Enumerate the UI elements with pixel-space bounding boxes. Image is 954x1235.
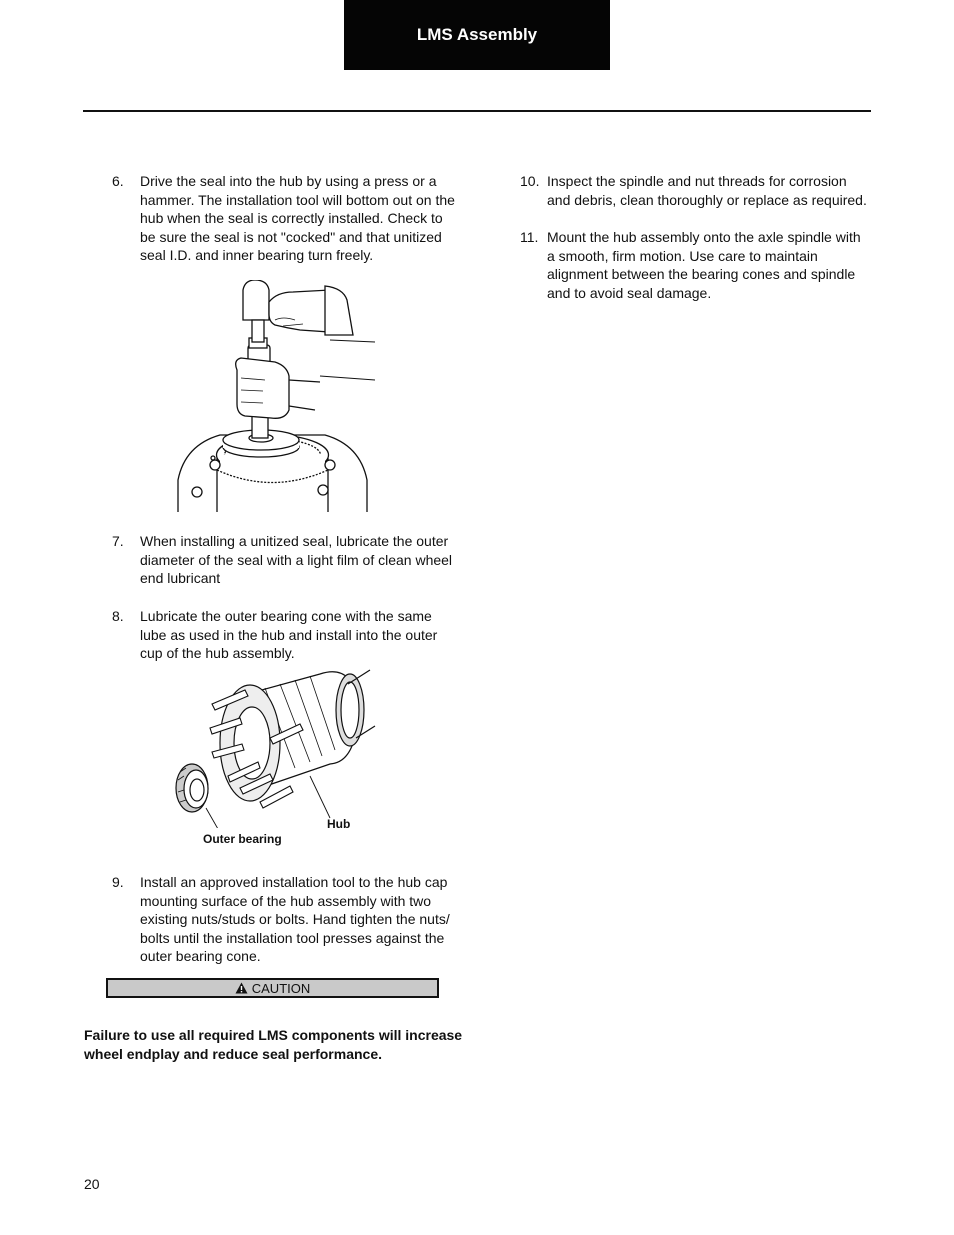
section-title: LMS Assembly [416,25,538,44]
caution-text: Failure to use all required LMS components will increase wheel endplay and reduce seal performance. [84,1027,463,1062]
caution-label: CAUTION [251,980,311,996]
step-text: Drive the seal into the hub by using a press or a hammer. The installation tool will bottom out on the hub when the seal is correctly installed. Check to be sure the seal is not "cocked" and that unitized seal I.D. and inner bearing turn freely. [140,173,455,264]
step-9 [112,873,462,968]
hub-outer-bearing-illustration [170,668,380,828]
step-10 [520,172,870,212]
step-text: Install an approved installation tool to the hub cap mounting surface of the hub assembly with two existing nuts/studs or bolts. Hand tighten the nuts/ bolts until the installation tool presses against the outer bearing cone. [140,874,450,965]
outer-bearing-label: Outer bearing [203,832,282,846]
step-text: When installing a unitized seal, lubricate the outer diameter of the seal with a light film of clean wheel end lubricant [140,533,453,587]
step-text: Mount the hub assembly onto the axle spindle with a smooth, firm motion. Use care to maintain alignment between the bearing cones and spindle and to avoid seal damage. [547,229,861,301]
header-tab [344,0,610,70]
step-number: 8. [112,608,124,624]
step-number: 7. [112,533,124,549]
step-7 [112,532,462,590]
warning-triangle-icon [235,982,248,994]
step-number: 9. [112,874,124,890]
step-6 [112,172,462,267]
step-text: Lubricate the outer bearing cone with the same lube as used in the hub and install into the outer cup of the hub assembly. [140,608,438,662]
step-number: 6. [112,173,124,189]
step-11 [520,228,870,304]
page-number: 20 [84,1176,100,1192]
header-rule [83,110,871,112]
hub-label: Hub [327,817,351,831]
step-number: 10. [520,173,540,189]
step-8 [112,607,462,665]
step-number: 11. [520,229,539,245]
caution-banner [106,978,439,998]
seal-install-illustration [175,280,380,512]
step-text: Inspect the spindle and nut threads for corrosion and debris, clean thoroughly or replace as required. [547,173,867,208]
